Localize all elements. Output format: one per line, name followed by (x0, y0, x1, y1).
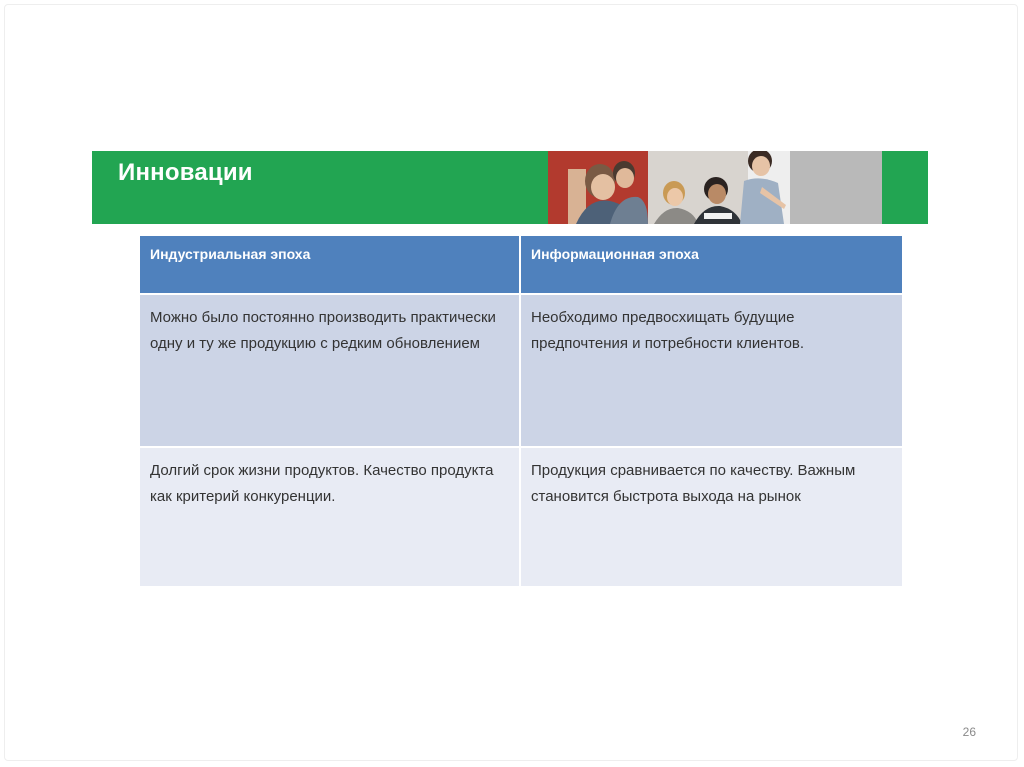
title-banner (92, 151, 928, 224)
table-cell: Необходимо предвосхищать будущие предпочтения и потребности клиентов. (520, 294, 902, 447)
table-cell: Долгий срок жизни продуктов. Качество продукта как критерий конкуренции. (140, 447, 520, 587)
slide-title: Инновации (118, 159, 253, 186)
table-header-row (140, 236, 902, 294)
page-number: 26 (962, 725, 976, 739)
team-meeting-photo (548, 151, 928, 224)
comparison-table (140, 236, 902, 588)
table-cell: Продукция сравнивается по качеству. Важным становится быстрота выхода на рынок (520, 447, 902, 587)
table-cell: Можно было постоянно производить практически одну и ту же продукцию с редким обновлением (140, 294, 520, 447)
header-information-era: Информационная эпоха (520, 236, 902, 294)
table-row (140, 447, 902, 587)
header-industrial-era: Индустриальная эпоха (140, 236, 520, 294)
table-row (140, 294, 902, 447)
